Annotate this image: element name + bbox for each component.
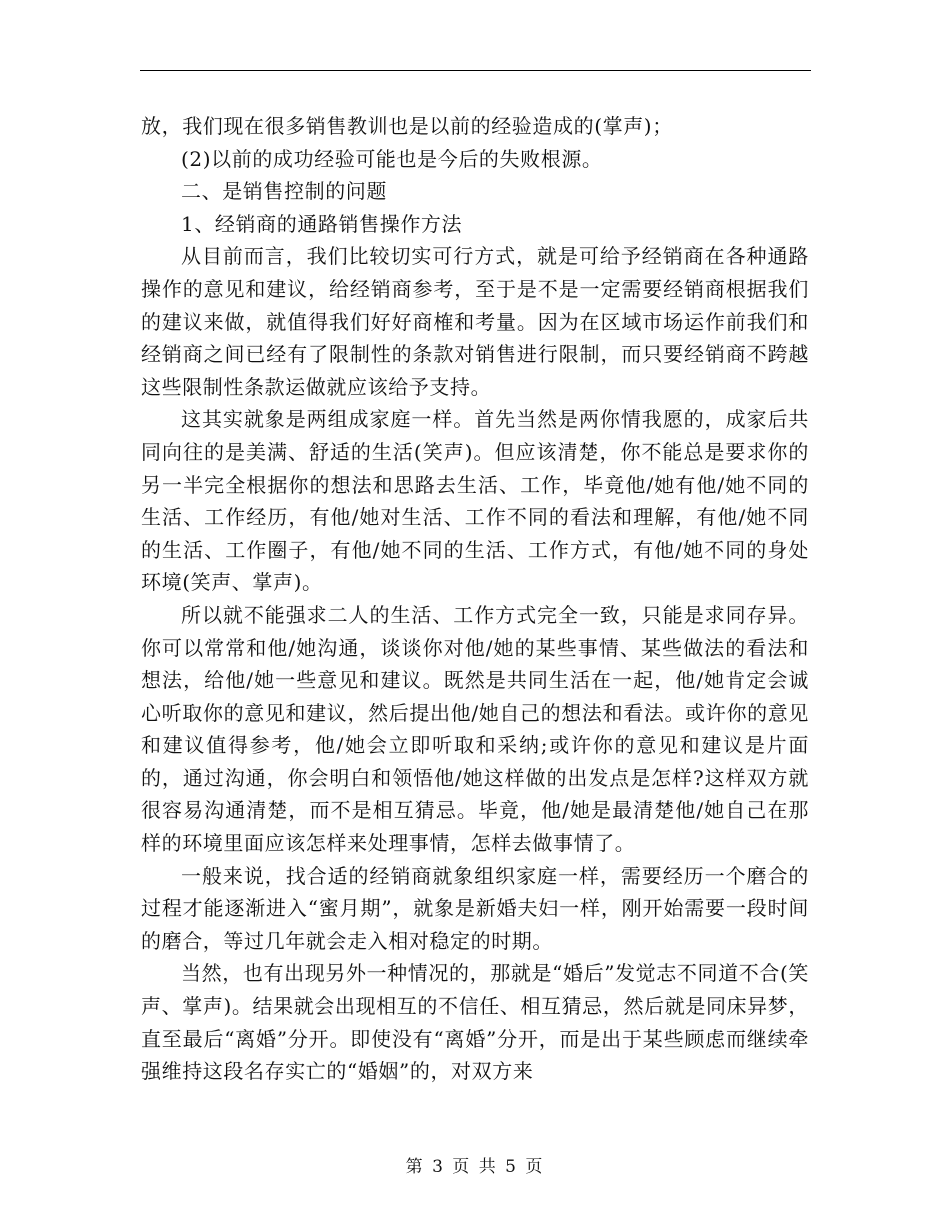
document-body <box>141 110 809 1088</box>
header-rule <box>140 70 811 71</box>
paragraph: 从目前而言，我们比较切实可行方式，就是可给予经销商在各种通路操作的意见和建议，给经销商参考，至于是不是一定需要经销商根据我们的建议来做，就值得我们好好商榷和考量。因为在区域市场运作前我们和经销商之间已经有了限制性的条款对销售进行限制，而只要经销商不跨越这些限制性条款运做就应该给予支持。 <box>141 244 809 399</box>
paragraph: 当然，也有出现另外一种情况的，那就是“婚后”发觉志不同道不合(笑声、掌声)。结果就会出现相互的不信任、相互猜忌，然后就是同床异梦，直至最后“离婚”分开。即使没有“离婚”分开，而是出于某些顾虑而继续牵强维持这段名存实亡的“婚姻”的，对双方来 <box>141 961 809 1084</box>
paragraph: 放，我们现在很多销售教训也是以前的经验造成的(掌声)； <box>141 114 673 138</box>
page-number-footer: 第 3 页 共 5 页 <box>405 1157 545 1177</box>
paragraph: 所以就不能强求二人的生活、工作方式完全一致，只能是求同存异。你可以常常和他/她沟通，谈谈你对他/她的某些事情、某些做法的看法和想法，给他/她一些意见和建议。既然是共同生活在一起，他/她肯定会诚心听取你的意见和建议，然后提出他/她自己的想法和看法。或许你的意见和建议值得参考，他/她会立即听取和采纳;或许你的意见和建议是片面的，通过沟通，你会明白和领悟他/她这样做的出发点是怎样?这样双方就很容易沟通清楚，而不是相互猜忌。毕竟，他/她是最清楚他/她自己在那样的环境里面应该怎样来处理事情，怎样去做事情了。 <box>141 602 809 856</box>
paragraph: 这其实就象是两组成家庭一样。首先当然是两你情我愿的，成家后共同向往的是美满、舒适的生活(笑声)。但应该清楚，你不能总是要求你的另一半完全根据你的想法和思路去生活、工作，毕竟他/她有他/她不同的生活、工作经历，有他/她对生活、工作不同的看法和理解，有他/她不同的生活、工作圈子，有他/她不同的生活、工作方式，有他/她不同的身处环境(笑声、掌声)。 <box>141 407 809 595</box>
paragraph: (2)以前的成功经验可能也是今后的失败根源。 <box>181 146 603 171</box>
paragraph: 1、经销商的通路销售操作方法 <box>181 211 463 236</box>
paragraph: 二、是销售控制的问题 <box>181 179 387 204</box>
paragraph: 一般来说，找合适的经销商就象组织家庭一样，需要经历一个磨合的过程才能逐渐进入“蜜月期”，就象是新婚夫妇一样，刚开始需要一段时间的磨合，等过几年就会走入相对稳定的时期。 <box>141 863 809 953</box>
